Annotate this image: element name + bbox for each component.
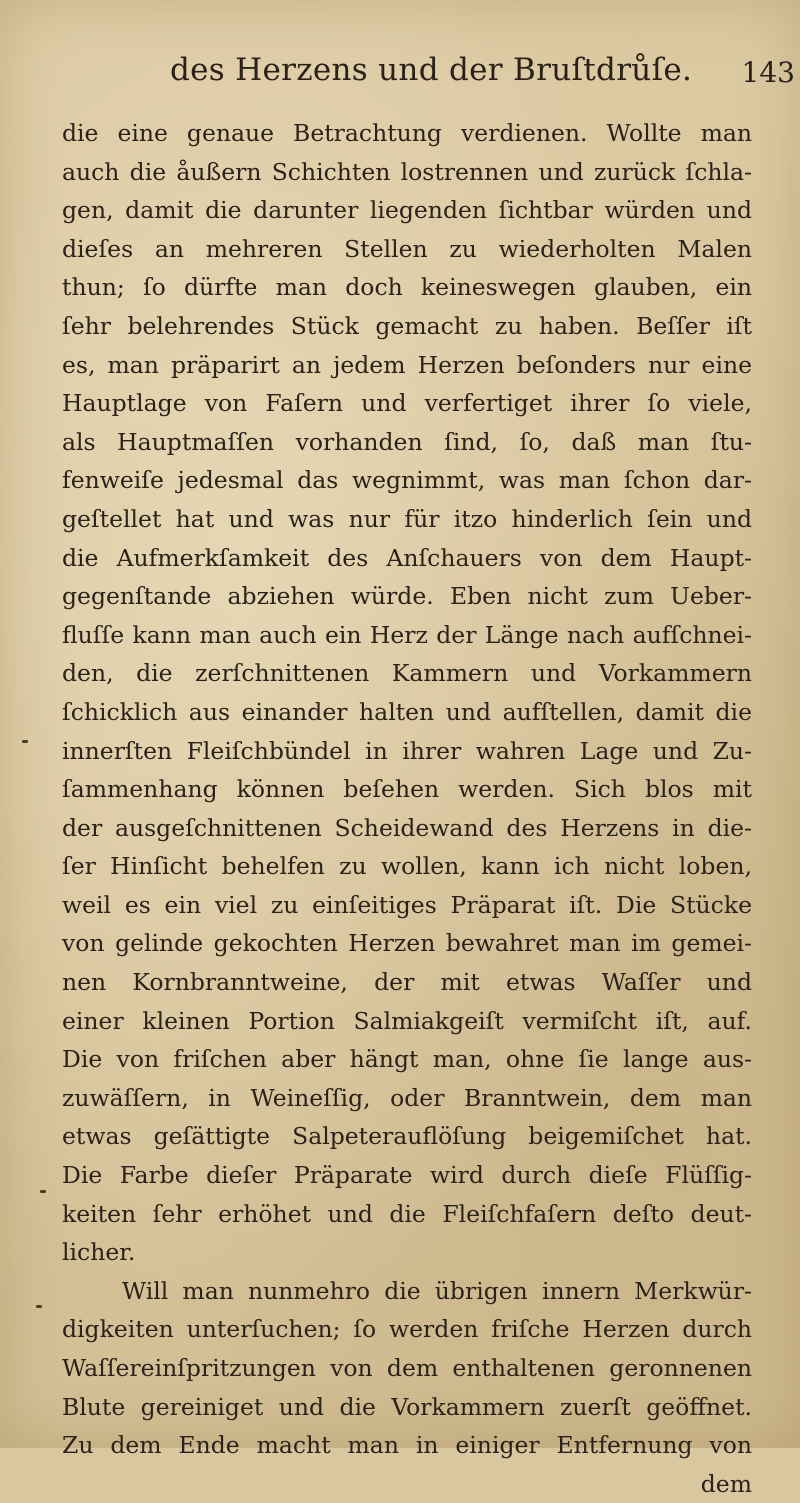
catchword: dem <box>700 1469 752 1498</box>
text-line: geſtellet hat und was nur für itzo hinderlich ſein und <box>62 504 752 533</box>
margin-mark <box>40 1190 46 1193</box>
text-line: dieſes an mehreren Stellen zu wiederholten Malen <box>62 234 752 263</box>
text-line: Zu dem Ende macht man in einiger Entfernung von <box>62 1431 752 1460</box>
text-line: innerſten Fleiſchbündel in ihrer wahren Lage und Zu- <box>62 736 752 765</box>
text-line: es, man präparirt an jedem Herzen beſonders nur eine <box>62 350 752 379</box>
text-line: Die Farbe dieſer Präparate wird durch dieſe Flüſſig- <box>62 1161 752 1190</box>
text-line: den, die zerſchnittenen Kammern und Vorkammern <box>62 659 752 688</box>
text-line: zuwäſſern, in Weineſſig, oder Branntwein, dem man <box>62 1083 752 1112</box>
text-line: ſer Hinſicht behelfen zu wollen, kann ich nicht loben, <box>62 852 752 881</box>
text-line: weil es ein viel zu einſeitiges Präparat iſt. Die Stücke <box>62 890 752 919</box>
text-line: nen Kornbranntweine, der mit etwas Waſſer und <box>62 968 752 997</box>
page-number: 143 <box>741 56 795 89</box>
text-line: von gelinde gekochten Herzen bewahret man im gemei- <box>62 929 752 958</box>
text-line: gegenſtande abziehen würde. Eben nicht zum Ueber- <box>62 582 752 611</box>
text-line: als Hauptmaſſen vorhanden ſind, ſo, daß man ſtu- <box>62 427 752 456</box>
text-line: die eine genaue Betrachtung verdienen. Wollte man <box>62 119 752 147</box>
text-line: thun; ſo dürfte man doch keineswegen glauben, ein <box>62 273 752 302</box>
text-line: fluſſe kann man auch ein Herz der Länge nach aufſchnei- <box>62 620 752 649</box>
text-line: einer kleinen Portion Salmiakgeiſt vermiſcht iſt, auf. <box>62 1006 752 1035</box>
text-line: Hauptlage von Faſern und verfertiget ihrer ſo viele, <box>62 389 752 418</box>
text-line: gen, damit die darunter liegenden ſichtbar würden und <box>62 196 752 225</box>
text-line: der ausgeſchnittenen Scheidewand des Herzens in die- <box>62 813 752 842</box>
margin-mark <box>36 1305 42 1308</box>
margin-mark <box>22 740 28 743</box>
text-line: auch die åußern Schichten lostrennen und zurück ſchla- <box>62 157 752 186</box>
text-line: die Aufmerkſamkeit des Anſchauers von dem Haupt- <box>62 543 752 572</box>
text-line: fenweiſe jedesmal das wegnimmt, was man ſchon dar- <box>62 466 752 495</box>
paragraph-start-line: Will man nunmehro die übrigen innern Merkwür- <box>122 1276 752 1305</box>
text-line: Blute gereiniget und die Vorkammern zuerſt geöffnet. <box>62 1392 752 1421</box>
text-line: Waſſereinſpritzungen von dem enthaltenen geronnenen <box>62 1354 752 1382</box>
text-line: Die von friſchen aber hängt man, ohne ſie lange aus- <box>62 1045 752 1074</box>
body-text <box>62 114 752 1503</box>
text-line: ſchicklich aus einander halten und aufſtellen, damit die <box>62 697 752 726</box>
text-line: digkeiten unterſuchen; ſo werden friſche Herzen durch <box>62 1315 752 1344</box>
text-line: ſammenhang können beſehen werden. Sich blos mit <box>62 775 752 804</box>
text-line: licher. <box>62 1238 136 1267</box>
running-title: des Herzens und der Bruſtdrůſe. <box>170 52 693 88</box>
page-header <box>170 48 795 98</box>
text-line: ſehr belehrendes Stück gemacht zu haben. Beſſer iſt <box>62 311 752 340</box>
text-line: keiten ſehr erhöhet und die Fleiſchfaſern deſto deut- <box>62 1199 752 1228</box>
text-line: etwas geſättigte Salpeterauflöſung beigemiſchet hat. <box>62 1122 752 1151</box>
